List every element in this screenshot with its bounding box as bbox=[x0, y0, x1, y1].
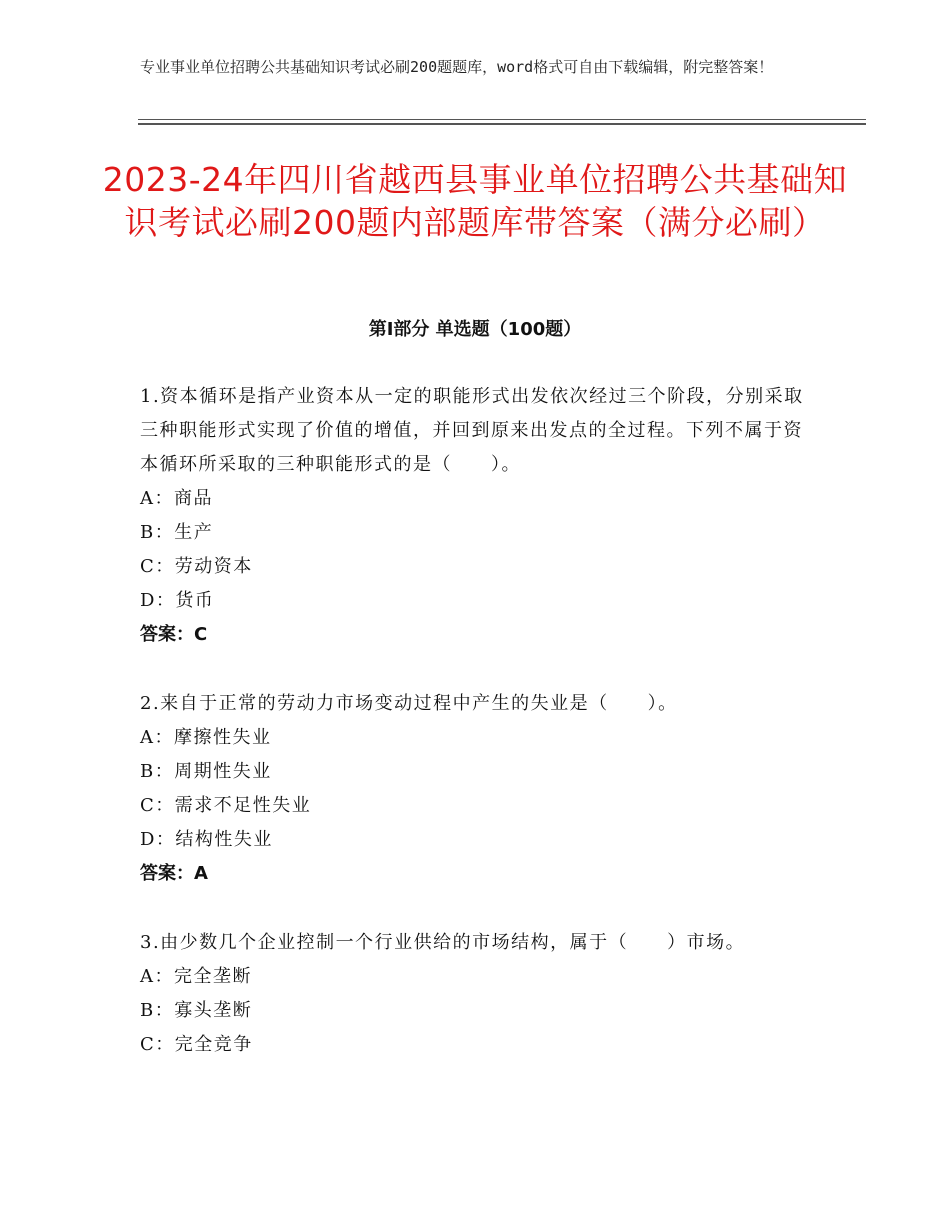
option-a: A：完全垄断 bbox=[140, 966, 252, 987]
question-stem: 3.由少数几个企业控制一个行业供给的市场结构，属于（ ）市场。 bbox=[140, 932, 746, 953]
question-list bbox=[140, 380, 820, 1097]
question-2 bbox=[140, 687, 820, 891]
section-title: 第Ⅰ部分 单选题（100题） bbox=[368, 319, 582, 340]
option-b: B：生产 bbox=[140, 522, 214, 543]
question-stem: 2.来自于正常的劳动力市场变动过程中产生的失业是（ ）。 bbox=[140, 693, 678, 714]
header-divider-thick bbox=[138, 123, 866, 125]
option-b: B：周期性失业 bbox=[140, 761, 272, 782]
option-d: D：结构性失业 bbox=[140, 829, 273, 850]
option-d: D：货币 bbox=[140, 590, 215, 611]
header-divider-thin bbox=[138, 119, 866, 120]
answer-line: 答案：A bbox=[140, 863, 208, 884]
option-c: C：完全竞争 bbox=[140, 1034, 253, 1055]
option-c: C：需求不足性失业 bbox=[140, 795, 312, 816]
question-3 bbox=[140, 926, 820, 1062]
option-c: C：劳动资本 bbox=[140, 556, 253, 577]
header-note: 专业事业单位招聘公共基础知识考试必刷200题题库，word格式可自由下载编辑，附完整答案！ bbox=[140, 58, 774, 76]
question-stem: 1.资本循环是指产业资本从一定的职能形式出发依次经过三个阶段，分别采取三种职能形式实现了价值的增值，并回到原来出发点的全过程。下列不属于资本循环所采取的三种职能形式的是（ ）。 bbox=[140, 386, 804, 475]
option-a: A：摩擦性失业 bbox=[140, 727, 272, 748]
answer-line: 答案：C bbox=[140, 624, 208, 645]
option-b: B：寡头垄断 bbox=[140, 1000, 253, 1021]
question-1 bbox=[140, 380, 820, 652]
option-a: A：商品 bbox=[140, 488, 213, 509]
document-title: 2023-24年四川省越西县事业单位招聘公共基础知识考试必刷200题内部题库带答案（满分必刷） bbox=[102, 160, 848, 242]
